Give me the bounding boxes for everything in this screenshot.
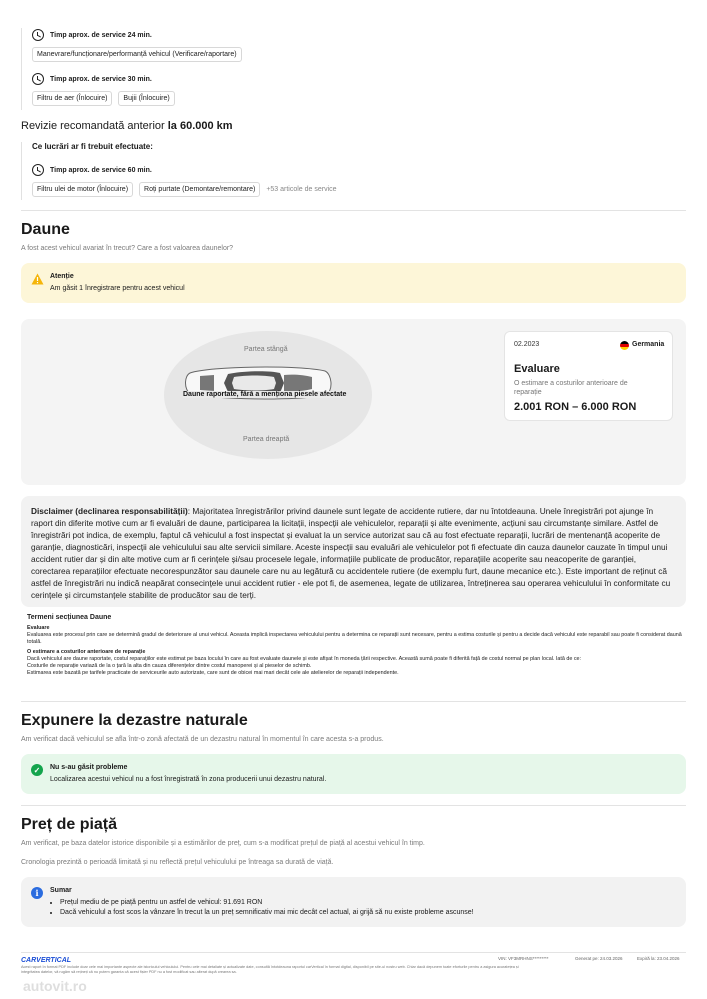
term-estimate-title: O estimare a costurilor anterioare de reparație xyxy=(27,649,146,655)
service-time-24: Timp aprox. de service 24 min. xyxy=(32,28,681,42)
divider xyxy=(21,210,686,211)
summary-list xyxy=(60,898,474,918)
warning-icon xyxy=(31,273,44,285)
term-evaluation-title: Evaluare xyxy=(27,625,50,631)
footer-vin: VIN: VF3MRHNS********* xyxy=(498,956,549,961)
disaster-alert-text: Localizarea acestui vehicul nu a fost înregistrată în zona producerii unui dezastru natural. xyxy=(50,776,327,783)
damage-panel xyxy=(21,319,686,485)
service-chips-3 xyxy=(32,182,681,197)
right-side-label: Partea dreaptă xyxy=(243,436,290,443)
damage-subtitle: A fost acest vehicul avariat în trecut? Care a fost valoarea daunelor? xyxy=(21,245,234,252)
terms-title: Termeni secțiunea Daune xyxy=(27,614,112,621)
record-country: Germania xyxy=(632,341,665,348)
summary-item: • Dacă vehiculul a fost scos la vânzare în trecut la un preț semnificativ mai mic decât cel actual, ai grijă să nu existe probleme ascunse! xyxy=(60,908,474,918)
clock-icon xyxy=(32,164,44,176)
service-group-top xyxy=(21,28,681,110)
market-title: Preț de piață xyxy=(21,816,118,833)
damage-alert xyxy=(21,263,686,303)
germany-flag-icon xyxy=(620,341,629,350)
service-chip: Filtru ulei de motor (Înlocuire) xyxy=(32,182,133,197)
damage-title: Daune xyxy=(21,221,70,238)
autovit-watermark: autovit.ro xyxy=(23,978,87,994)
record-description: O estimare a costurilor anterioare de reparație xyxy=(514,380,628,396)
clock-icon xyxy=(32,73,44,85)
previous-service-heading: Revizie recomandată anterior la 60.000 km xyxy=(21,120,233,132)
record-cost-range: 2.001 RON – 6.000 RON xyxy=(514,401,637,413)
damage-record-card xyxy=(504,331,673,421)
divider xyxy=(21,805,686,806)
damage-disclaimer: Disclaimer (declinarea responsabilității): Majoritatea înregistrărilor privind daunele sunt legate de accidente rutiere, dar nu întotdeauna. Unele înregistrări pot ajunge în raport din diferite motive cum ar fi evaluări de daune, participarea la licitații, inspecții ale vehiculelor, reparații și alte evenimente, acțiuni sau circumstanțe similare. Astfel de înregistrări pot indica, de exemplu, faptul că vehiculul a fost inspectat și evaluat la un service autorizat sau că au fost efectuate reparații, lucrări de mentenanță acoperite de garanție, diagnosticări, inspecții ale vehiculului sau alte servicii similare. Aceste inspecții sau evaluări ale vehiculelor pot fi efectuate din cauza daunelor cauzate în timpul unui accident rutier dar și din alte motive cum ar fi cerințele și/sau procesele legale, informațiile publicate de producător, reparațiile acoperite sau neacoperite de garanției, corectarea reparațiilor efectuate necorespunzător sau daunele care nu au legătură cu accidentele rutiere (de exemplu furt, daune mecanice etc.). Este important de reținut că astfel de înregistrări nu indică neapărat consecințele unui accident rutier - ele pot fi, de asemenea, legate de utilizarea, întreținerea sau operarea vehiculului în conformitate cu cerințele și circumstanțele stabilite de producător sau de terți. xyxy=(21,496,686,607)
footer-generated: Generat pe: 24.03.2026 xyxy=(575,956,623,961)
term-estimate-text-3: Estimarea este bazată pe tarifele practicate de serviceurile auto autorizate, care sunt de obicei mai mari decât cele ale atelierelor de reparații independente. xyxy=(27,670,399,676)
footer-note: Acest raport în format PDF include doar cele mai importante aspecte ale istoricului vehiculului. Pentru cele mai detaliate și actualizate date, consultă întotdeauna raportul carVertical în format digital, disponibil pe site-ul nostru web. Chiar dacă depunem toate eforturile pentru a asigura acuratețea și xyxy=(21,965,519,969)
service-time-30: Timp aprox. de service 30 min. xyxy=(32,72,681,86)
damage-car-label: Daune raportate, fără a menționa piesele afectate xyxy=(183,391,347,398)
disaster-subtitle: Am verificat dacă vehiculul se afla într-o zonă afectată de un dezastru natural în momentul în care acesta s-a produs. xyxy=(21,736,384,743)
damage-alert-text: Am găsit 1 înregistrare pentru acest vehicul xyxy=(50,285,185,292)
service-chips-1 xyxy=(32,47,681,62)
term-estimate-text-2: Costurile de reparație variază de la o țară la alta din cauza diferențelor dintre costul manoperei și al pieselor de schimb. xyxy=(27,663,312,669)
record-date: 02.2023 xyxy=(514,341,540,348)
divider xyxy=(21,701,686,702)
footer-note-2: integritatea datelor, vă rugăm să rețineți că nu putem garanta că acest fișier PDF nu a fost modificat sau alterat după crearea sa. xyxy=(21,970,237,974)
service-chip: Manevrare/funcționare/performanță vehicul (Verificare/raportare) xyxy=(32,47,242,62)
info-icon: i xyxy=(31,887,43,899)
service-time-60: Timp aprox. de service 60 min. xyxy=(32,163,681,177)
previous-question: Ce lucrări ar fi trebuit efectuate: xyxy=(32,142,153,151)
term-estimate-text-1: Dacă vehiculul are daune raportate, costul reparațiilor este estimat pe baza locului în care au fost evaluate daunele și este afișat în moneda țării respective. Această sumă poate fi diferită față de costul normal pe plan local. Iată de ce: xyxy=(27,656,582,662)
left-side-label: Partea stângă xyxy=(244,346,288,353)
disaster-title: Expunere la dezastre naturale xyxy=(21,712,248,729)
footer-expires: Expiră la: 23.04.2026 xyxy=(637,956,680,961)
clock-icon xyxy=(32,29,44,41)
service-chip: Filtru de aer (Înlocuire) xyxy=(32,91,112,106)
disaster-alert-title: Nu s-au găsit probleme xyxy=(50,764,128,771)
summary-title: Sumar xyxy=(50,887,72,894)
market-subtitle-1: Am verificat, pe baza datelor istorice disponibile și a estimărilor de preț, cum s-a modificat prețul de piață al acestui vehicul în timp. xyxy=(21,840,425,847)
service-chip: Bujii (Înlocuire) xyxy=(118,91,174,106)
market-summary xyxy=(21,877,686,927)
damage-alert-title: Atenție xyxy=(50,273,74,280)
damage-terms xyxy=(27,614,687,677)
service-chip: Roți purtate (Demontare/remontare) xyxy=(139,182,260,197)
carvertical-logo: CARVERTICAL xyxy=(21,957,72,964)
service-group-previous xyxy=(21,142,681,200)
disaster-alert xyxy=(21,754,686,794)
footer-divider xyxy=(21,952,686,953)
term-evaluation-text: Evaluarea este procesul prin care se determină gradul de deteriorare al unui vehicul. Aceasta implică inspectarea vehiculului pentru a determina ce reparații sunt necesare, pentru a estima costurile și pentru a decide dacă vehiculul este reparabil sau poate fi considerat daună totală. xyxy=(27,632,682,645)
check-circle-icon: ✓ xyxy=(31,764,43,776)
market-subtitle-2: Cronologia prezintă o perioadă limitată și nu reflectă prețul vehiculului pe întreaga sa durată de viață. xyxy=(21,859,334,866)
service-chips-2 xyxy=(32,91,681,106)
summary-item: • Prețul mediu de pe piață pentru un astfel de vehicul: 91.691 RON xyxy=(60,898,474,908)
record-type: Evaluare xyxy=(514,363,560,375)
more-service-items: +53 articole de service xyxy=(266,186,337,193)
